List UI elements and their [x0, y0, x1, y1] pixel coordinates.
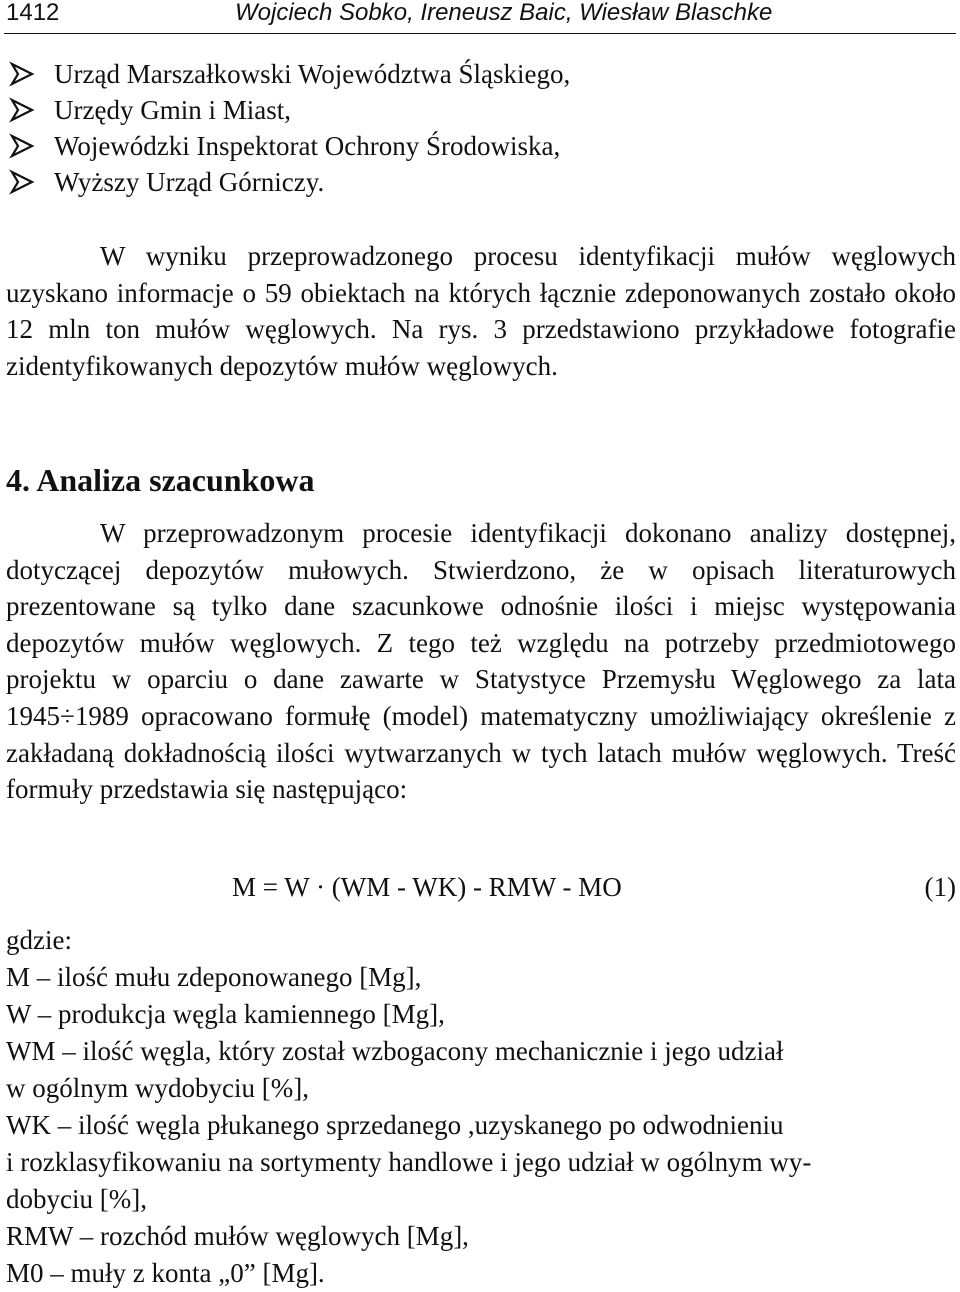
definition-line: W – produkcja węgla kamiennego [Mg], [6, 999, 445, 1029]
list-item-text: Urząd Marszałkowski Województwa Śląskiego, [54, 59, 571, 89]
definition-line: RMW – rozchód mułów węglowych [Mg], [6, 1221, 469, 1251]
definition-line: w ogólnym wydobyciu [%], [6, 1073, 309, 1103]
list-item-text: Wojewódzki Inspektorat Ochrony Środowiska, [54, 131, 561, 161]
variable-definitions [6, 922, 956, 1292]
section-heading: 4. Analiza szacunkowa [6, 462, 315, 498]
definition-line: i rozklasyfikowaniu na sortymenty handlowe i jego udział w ogólnym wy- [6, 1147, 812, 1177]
definitions-intro: gdzie: [6, 925, 72, 955]
paragraph-analysis: W przeprowadzonym procesie identyfikacji dokonano analizy dostępnej, dotyczącej depozytów mułowych. Stwierdzono, że w opisach literaturowych prezentowane są tylko dane szacunkowe odnośnie ilości i miejsc występowania depozytów mułów węglowych. Z tego też względu na potrzeby przedmiotowego projektu w oparciu o dane zawarte w Statystyce Przemysłu Węglowego za lata 1945÷1989 opracowano formułę (model) matematyczny umożliwiający określenie z zakładaną dokładnością ilości wytwarzanych w tych latach mułów węglowych. Treść formuły przedstawia się następująco: [6, 518, 956, 805]
running-header [6, 0, 956, 30]
definition-line: M – ilość mułu zdeponowanego [Mg], [6, 962, 422, 992]
list-item [8, 128, 948, 164]
definition-line: WM – ilość węgla, który został wzbogacony mechanicznie i jego udział [6, 1036, 784, 1066]
definition-line: WK – ilość węgla płukanego sprzedanego ,uzyskanego po odwodnieniu [6, 1110, 784, 1140]
definition-line: M0 – muły z konta „0” [Mg]. [6, 1258, 325, 1288]
arrowhead-bullet-icon [8, 92, 38, 128]
definition-line: dobyciu [%], [6, 1184, 147, 1214]
header-authors: Wojciech Sobko, Ireneusz Baic, Wiesław Blaschke [235, 0, 773, 26]
institution-list [8, 56, 948, 200]
paragraph-identification-results: W wyniku przeprowadzonego procesu identyfikacji mułów węglowych uzyskano informacje o 59 obiektach na których łącznie zdeponowanych zostało około 12 mln ton mułów węglowych. Na rys. 3 przedstawiono przykładowe fotografie zidentyfikowanych depozytów mułów węglowych. [6, 241, 956, 381]
header-rule [4, 33, 956, 34]
formula-number: (1) [924, 872, 956, 902]
arrowhead-bullet-icon [8, 56, 38, 92]
list-item [8, 164, 948, 200]
list-item [8, 56, 948, 92]
page-number: 1412 [6, 0, 60, 26]
formula: M = W · (WM - WK) - RMW - MO [232, 872, 622, 902]
list-item-text: Urzędy Gmin i Miast, [54, 95, 291, 125]
arrowhead-bullet-icon [8, 164, 38, 200]
list-item [8, 92, 948, 128]
list-item-text: Wyższy Urząd Górniczy. [54, 167, 325, 197]
arrowhead-bullet-icon [8, 128, 38, 164]
